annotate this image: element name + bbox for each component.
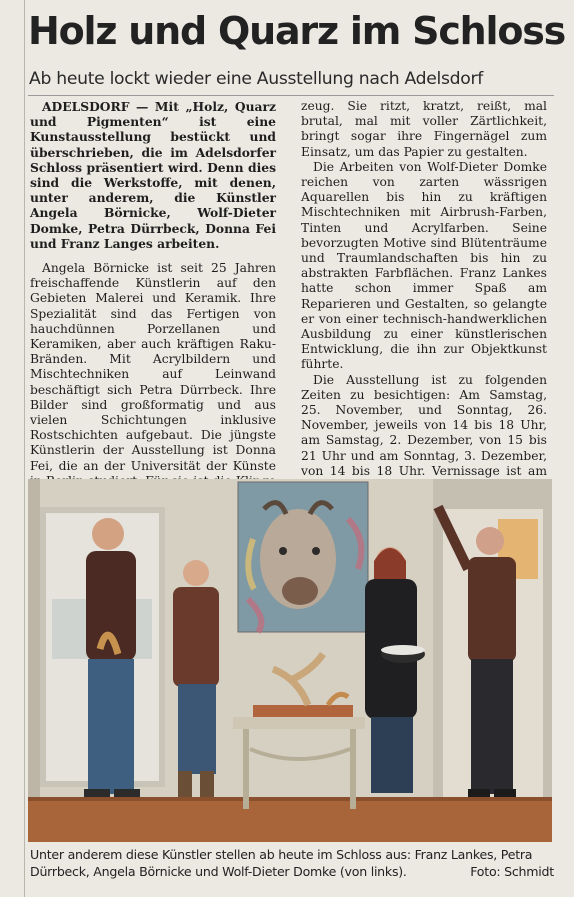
article-paragraph: Angela Börnicke ist seit 25 Jahren freischaffende Künstlerin auf den Gebieten Malerei und Keramik. Ihre Spezialität sind das Fertigen von hauchdünnen Porzellanen und Keramiken, aber auch kräftigen Raku-Bränden. Mit Acrylbildern und Mischtechniken auf Leinwand beschäftigt sich Petra Dürrbeck. Ihre Bilder sind großformatig und aus vielen Schichtungen inklusive Rostschichten aufgebaut. Die jüngste Künstlerin der Ausstellung ist Donna Fei, die an der Universität der Künste bbox=[30, 261, 276, 473]
article-paragraph: zeug. Sie ritzt, kratzt, reißt, mal brutal, mal mit voller Zärtlichkeit, bringt sogar ihre Fingernägel zum Einsatz, um das Papier zu gestalten. bbox=[301, 99, 547, 159]
photo-caption bbox=[30, 846, 554, 880]
subheadline: Ab heute lockt wieder eine Ausstellung nach Adelsdorf bbox=[29, 69, 483, 89]
article-column-right bbox=[301, 99, 547, 494]
divider bbox=[28, 95, 554, 96]
caption-text: Unter anderem diese Künstler stellen ab heute im Schloss aus: Franz Lankes, Petra Dürrbeck, Angela Börnicke und Wolf-Dieter Domke (von links). bbox=[30, 847, 533, 879]
column-rule bbox=[24, 0, 25, 897]
article-paragraph: Die Arbeiten von Wolf-Dieter Domke reichen von zarten wässrigen Aquarellen bis hin zu kräftigen Mischtechniken mit Airbrush-Farben, Tinten und Acrylfarben. Seine bevorzugten Motive sind Blütenträume und Traumlandschaften bis hin zu abstrakten Farbflächen. Franz Lankes hatte schon immer Spaß am Reparieren und Gestalten, so gelangte er von einer technisch-handwerklichen Ausbildung zu einer künstlerischen Entwicklung, die ihn zur Objektkunst führte. bbox=[301, 159, 547, 372]
article-lead: ADELSDORF — Mit „Holz, Quarz und Pigmenten“ ist eine Kunstausstellung bestückt und überschrieben, die im Adelsdorfer Schloss präsentiert wird. Denn dies sind die Werkstoffe, mit denen, unter anderem, die Künstler Angela Börnicke, Wolf-Dieter Domke, Petra Dürrbeck, Donna Fei und Franz Langes arbeiten. bbox=[30, 99, 276, 251]
headline: Holz und Quarz im Schloss bbox=[28, 9, 566, 53]
article-photo bbox=[28, 479, 552, 842]
article-paragraph bbox=[301, 373, 547, 495]
article-column-left bbox=[30, 99, 276, 504]
article-paragraph-text: Die Ausstellung ist zu folgenden Zeiten zu besichtigen: Am Samstag, 25. November, und Sonntag, 26. November, jeweils von 14 bis 18 Uhr, am Samstag, 2. Dezember, von 15 bis 21 Uhr und am Sonntag, 3. Dezember, von 14 bis 18 Uhr. Vernissage ist am bbox=[301, 372, 547, 478]
photo-illustration bbox=[28, 479, 552, 842]
photo-credit: Foto: Schmidt bbox=[470, 864, 554, 879]
